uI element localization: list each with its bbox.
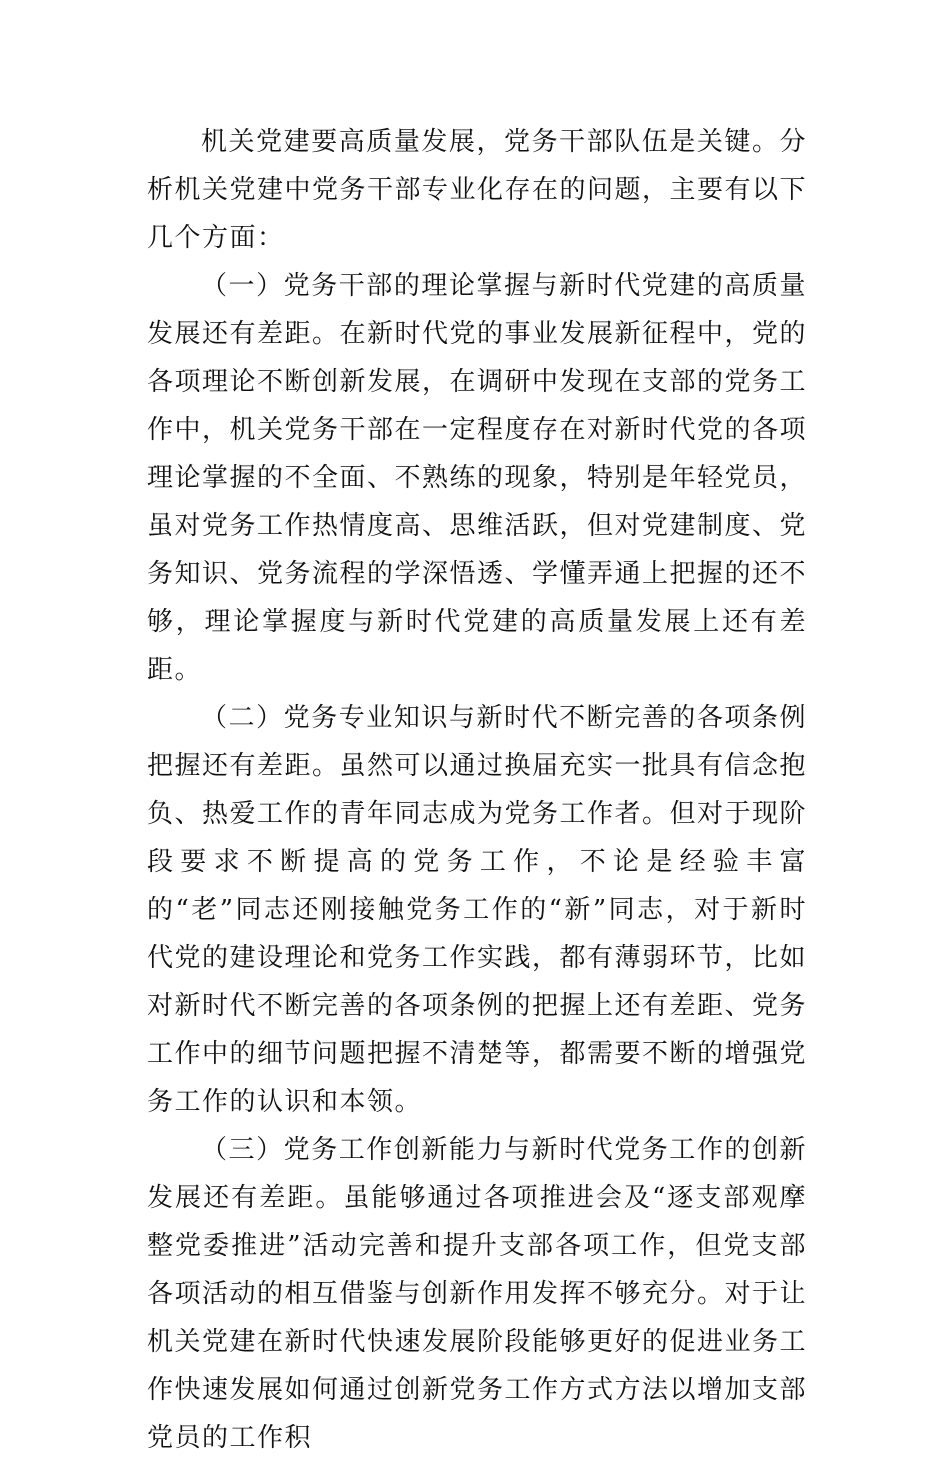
paragraph-section-1: （一）党务干部的理论掌握与新时代党建的高质量发展还有差距。在新时代党的事业发展新征程中，党的各项理论不断创新发展，在调研中发现在支部的党务工作中，机关党务干部在一定程度存在对新时代党的各项理论掌握的不全面、不熟练的现象，特别是年轻党员，虽对党务工作热情度高、思维活跃，但对党建制度、党务知识、党务流程的学深悟透、学懂弄通上把握的还不够，理论掌握度与新时代党建的高质量发展上还有差距。 [147,271,808,685]
document-page [147,118,807,1462]
paragraph-section-2: （二）党务专业知识与新时代不断完善的各项条例把握还有差距。虽然可以通过换届充实一批具有信念抱负、热爱工作的青年同志成为党务工作者。但对于现阶段要求不断提高的党务工作，不论是经验丰富的“老”同志还刚接触党务工作的“新”同志，对于新时代党的建设理论和党务工作实践，都有薄弱环节，比如对新时代不断完善的各项条例的把握上还有差距、党务工作中的细节问题把握不清楚等，都需要不断的增强党务工作的认识和本领。 [147,703,808,1117]
paragraph-section-3: （三）党务工作创新能力与新时代党务工作的创新发展还有差距。虽能够通过各项推进会及“逐支部观摩整党委推进”活动完善和提升支部各项工作，但党支部各项活动的相互借鉴与创新作用发挥不够充分。对于让机关党建在新时代快速发展阶段能够更好的促进业务工作快速发展如何通过创新党务工作方式方法以增加支部党员的工作积 [147,1135,808,1453]
paragraph-intro: 机关党建要高质量发展，党务干部队伍是关键。分析机关党建中党务干部专业化存在的问题，主要有以下几个方面： [147,127,808,253]
